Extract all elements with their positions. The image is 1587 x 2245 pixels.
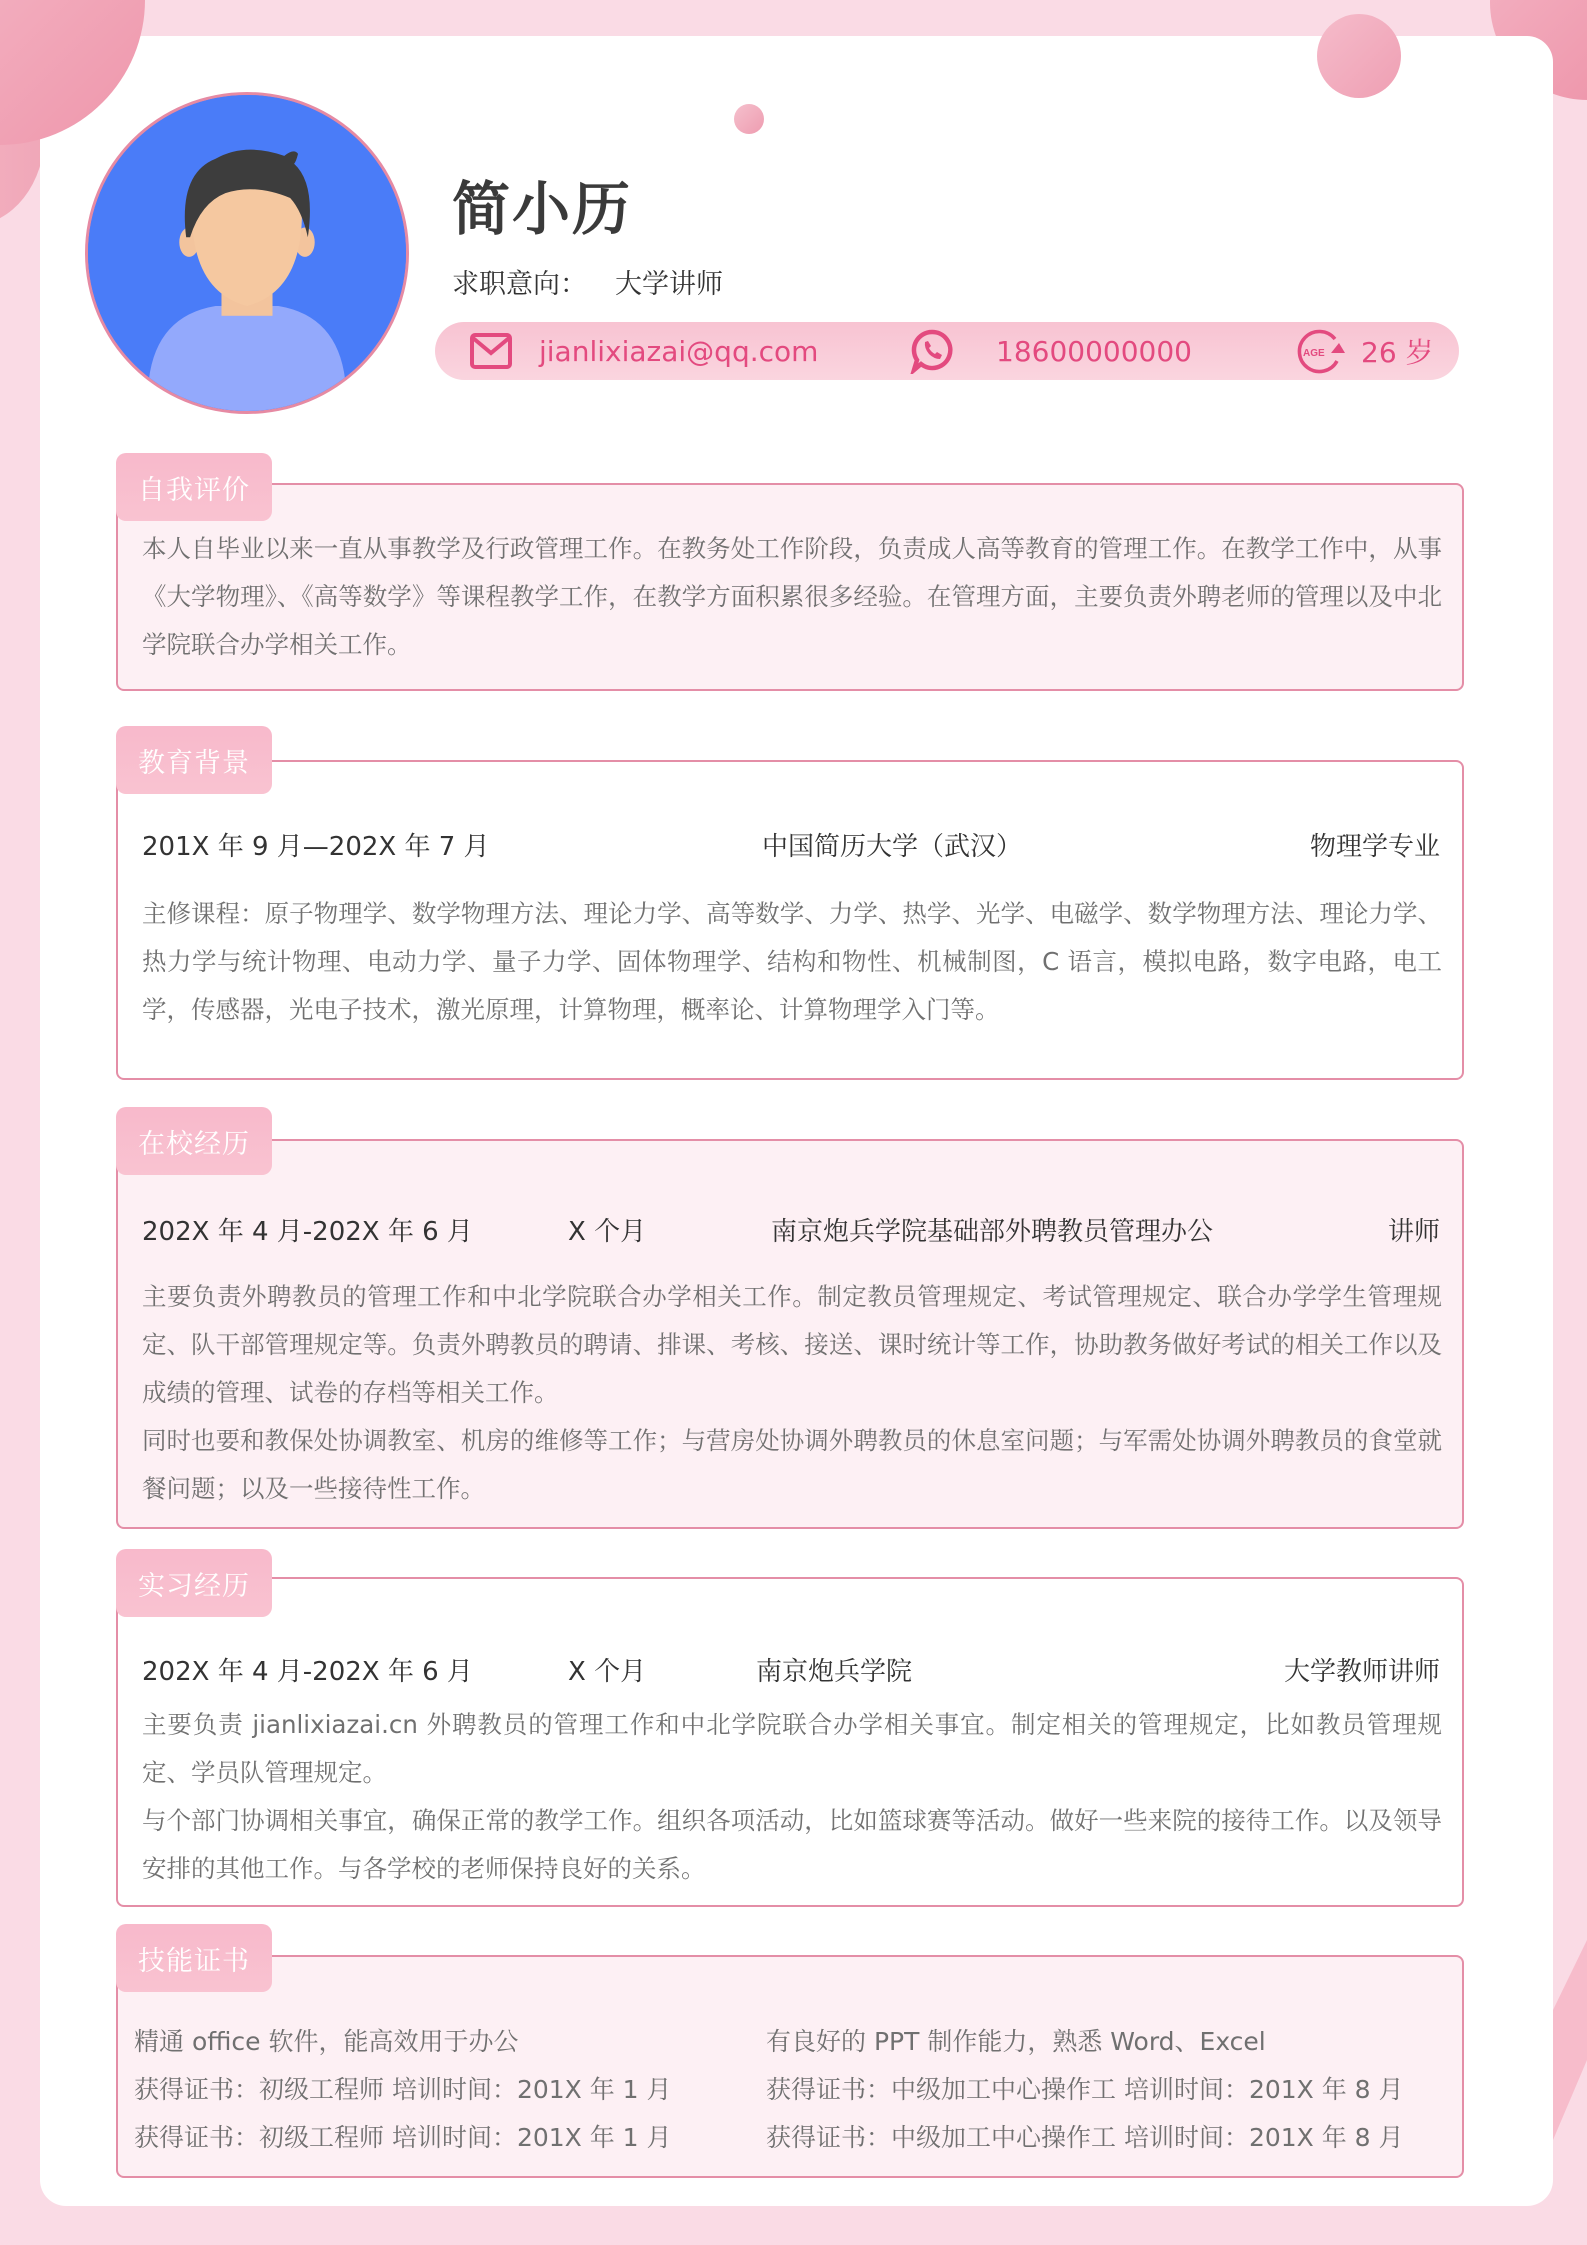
education-major: 物理学专业: [1309, 832, 1440, 862]
svg-text:AGE: AGE: [1303, 348, 1325, 359]
section-box: [116, 1955, 1464, 2178]
decor-triangle-bottom-right: [1553, 1940, 1587, 2140]
internship-description: [142, 1701, 1442, 1893]
contact-phone[interactable]: [910, 322, 1192, 380]
skill-item: 获得证书：初级工程师 培训时间：201X 年 1 月: [134, 2123, 672, 2152]
job-intent-label: 求职意向：: [452, 269, 587, 300]
section-skills: [116, 1924, 1464, 2180]
internship-period: 202X 年 4 月-202X 年 6 月: [142, 1657, 473, 1687]
experience-duration: X 个月: [568, 1217, 647, 1247]
paragraph: 同时也要和教保处协调教室、机房的维修等工作；与营房处协调外聘教员的休息室问题；与军需处协调外聘教员的食堂就餐问题；以及一些接待性工作。: [142, 1426, 1442, 1503]
mail-icon: [469, 332, 513, 370]
experience-role: 讲师: [1387, 1217, 1440, 1247]
internship-role: 大学教师讲师: [1283, 1657, 1440, 1687]
person-icon: [88, 95, 406, 411]
internship-duration: X 个月: [568, 1657, 647, 1687]
section-box: [116, 1577, 1464, 1907]
skill-item: 获得证书：中级加工中心操作工 培训时间：201X 年 8 月: [766, 2123, 1404, 2152]
email-text: jianlixiazai@qq.com: [539, 334, 819, 368]
phone-chat-icon: [910, 328, 954, 374]
skill-item: 获得证书：中级加工中心操作工 培训时间：201X 年 8 月: [766, 2075, 1404, 2104]
skills-right-column: [766, 2018, 1404, 2162]
paragraph: 与个部门协调相关事宜，确保正常的教学工作。组织各项活动，比如篮球赛等活动。做好一些来院的接待工作。以及领导安排的其他工作。与各学校的老师保持良好的关系。: [142, 1806, 1442, 1883]
section-box: [116, 483, 1464, 691]
section-title: 在校经历: [116, 1107, 272, 1175]
candidate-name: 简小历: [452, 175, 633, 243]
contact-email[interactable]: [469, 322, 818, 380]
section-title: 技能证书: [116, 1924, 272, 1992]
experience-description: [142, 1273, 1442, 1513]
phone-text: 18600000000: [996, 334, 1192, 368]
experience-row: [142, 1211, 1440, 1247]
self-eval-text: 本人自毕业以来一直从事教学及行政管理工作。在教务处工作阶段，负责成人高等教育的管理工作。在教学工作中，从事《大学物理》、《高等数学》等课程教学工作，在教学方面积累很多经验。在管理方面，主要负责外聘老师的管理以及中北学院联合办学相关工作。: [142, 534, 1442, 659]
experience-period: 202X 年 4 月-202X 年 6 月: [142, 1217, 473, 1247]
education-courses: 主修课程：原子物理学、数学物理方法、理论力学、高等数学、力学、热学、光学、电磁学、数学物理方法、理论力学、热力学与统计物理、电动力学、量子力学、固体物理学、结构和物性、机械制图，C 语言，模拟电路，数字电路，电工学，传感器，光电子技术，激光原理，计算物理，概率论、计算物理学入门等。: [142, 899, 1442, 1024]
contact-bar: [435, 322, 1459, 380]
education-row: [142, 826, 1440, 862]
education-school: 中国简历大学（武汉）: [762, 832, 1023, 862]
contact-age: [1295, 322, 1434, 380]
skill-item: 获得证书：初级工程师 培训时间：201X 年 1 月: [134, 2075, 672, 2104]
section-title: 实习经历: [116, 1549, 272, 1617]
paragraph: 主要负责 jianlixiazai.cn 外聘教员的管理工作和中北学院联合办学相关事宜。制定相关的管理规定，比如教员管理规定、学员队管理规定。: [142, 1710, 1442, 1787]
section-title: 教育背景: [116, 726, 272, 794]
internship-org: 南京炮兵学院: [756, 1657, 913, 1687]
section-internship: [116, 1549, 1464, 1909]
skills-left-column: [134, 2018, 672, 2162]
section-box: [116, 1139, 1464, 1529]
section-box: [116, 760, 1464, 1080]
skill-item: 精通 office 软件，能高效用于办公: [134, 2027, 519, 2056]
section-education: [116, 726, 1464, 1081]
paragraph: 主要负责外聘教员的管理工作和中北学院联合办学相关工作。制定教员管理规定、考试管理规定、联合办学学生管理规定、队干部管理规定等。负责外聘教员的聘请、排课、考核、接送、课时统计等工作，协助教务做好考试的相关工作以及成绩的管理、试卷的存档等相关工作。: [142, 1282, 1442, 1407]
job-intent: [452, 262, 723, 301]
decor-dot: [734, 104, 764, 134]
education-period: 201X 年 9 月—202X 年 7 月: [142, 832, 490, 862]
decor-circle-top-right-small: [1317, 14, 1401, 98]
section-title: 自我评价: [116, 453, 272, 521]
job-intent-value: 大学讲师: [615, 269, 723, 300]
section-school-experience: [116, 1107, 1464, 1531]
avatar: [85, 92, 409, 414]
skill-item: 有良好的 PPT 制作能力，熟悉 Word、Excel: [766, 2027, 1266, 2056]
experience-org: 南京炮兵学院基础部外聘教员管理办公: [771, 1217, 1214, 1247]
age-text: 26 岁: [1361, 336, 1434, 369]
age-icon: [1295, 327, 1349, 375]
internship-row: [142, 1651, 1440, 1687]
section-self-evaluation: [116, 453, 1464, 693]
